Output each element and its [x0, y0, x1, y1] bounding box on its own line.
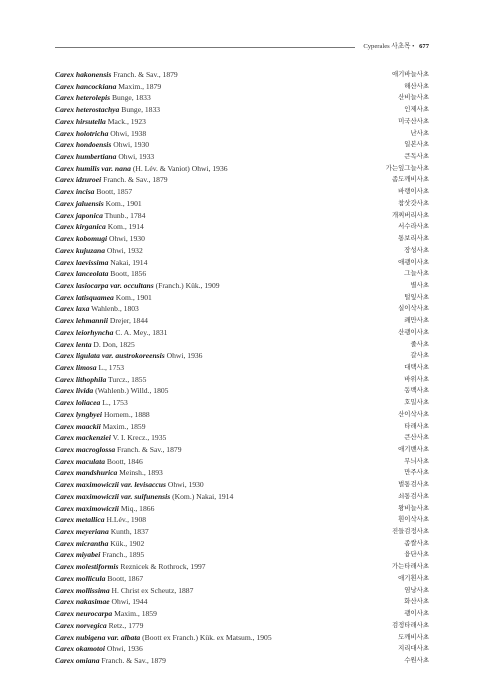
species-author: Kom., 1914	[107, 222, 144, 232]
species-author: L., 1753	[98, 362, 124, 372]
species-binomial: Carex macroglossa	[55, 445, 116, 454]
scientific-name	[55, 467, 163, 479]
scientific-name	[55, 479, 204, 491]
species-row	[55, 268, 429, 280]
species-author: Ohwi, 1930	[167, 480, 204, 490]
species-author: Boott, 1857	[96, 187, 133, 197]
scientific-name	[55, 385, 168, 397]
species-row	[55, 81, 429, 93]
species-row	[55, 292, 429, 304]
scientific-name	[55, 561, 206, 573]
species-author: Turcz., 1855	[108, 374, 147, 384]
species-binomial: Carex loliacea	[55, 398, 101, 408]
korean-name: 큰산사초	[404, 433, 429, 442]
species-author: (Wahlenb.) Willd., 1805	[95, 386, 169, 396]
species-binomial: Carex lehmannii	[55, 316, 108, 326]
scientific-name	[55, 409, 150, 421]
korean-name: 장성사초	[404, 245, 429, 254]
species-row	[55, 479, 429, 491]
species-author: Kom., 1901	[105, 198, 142, 208]
scientific-name	[55, 221, 144, 233]
korean-name: 애기바늘사초	[391, 70, 429, 78]
species-author: Kom., 1901	[115, 292, 152, 302]
korean-name: 쇠통검사초	[398, 491, 429, 500]
header-section: Cyperales 사초목	[363, 43, 411, 50]
species-author: Thunb., 1784	[104, 210, 146, 220]
species-binomial: Carex mollicula	[55, 573, 106, 583]
korean-name: 바위사초	[404, 374, 429, 383]
scientific-name	[55, 327, 167, 339]
species-author: Ohwi, 1938	[110, 128, 147, 138]
korean-name: 해산사초	[404, 81, 429, 90]
species-binomial: Carex idzuroei	[55, 175, 102, 185]
scientific-name	[55, 116, 146, 128]
scientific-name	[55, 198, 142, 210]
scientific-name	[55, 315, 148, 327]
scientific-name	[55, 526, 149, 538]
species-row	[55, 362, 429, 374]
species-author: Boott, 1846	[106, 456, 143, 466]
page-number: 677	[419, 43, 429, 50]
header-bullet: •	[412, 43, 415, 50]
scientific-name	[55, 69, 178, 81]
species-binomial: Carex holotricha	[55, 128, 109, 138]
species-row	[55, 280, 429, 292]
scientific-name	[55, 151, 154, 163]
species-row	[55, 432, 429, 444]
species-author: Nakai, 1914	[110, 257, 148, 267]
species-author: (Franch.) Kük., 1909	[155, 280, 220, 290]
scientific-name	[55, 503, 154, 515]
species-author: Maxim., 1859	[102, 421, 146, 431]
species-author: Hornem., 1888	[103, 409, 150, 419]
scientific-name	[55, 608, 157, 620]
korean-name: 쾌만사초	[404, 316, 429, 325]
species-author: H.Lév., 1908	[106, 515, 147, 525]
species-author: Ohwi, 1944	[111, 597, 148, 607]
scientific-name	[55, 257, 147, 269]
korean-name: 별사초	[410, 280, 429, 289]
korean-name: 가는타래사초	[391, 562, 429, 571]
scientific-name	[55, 128, 146, 140]
scientific-name	[55, 303, 139, 315]
korean-name: 타래사초	[404, 421, 429, 430]
scientific-name	[55, 139, 149, 151]
korean-name: 참삿갓사초	[398, 198, 429, 207]
species-author: (Kom.) Nakai, 1914	[172, 491, 234, 501]
species-binomial: Carex lyngbyei	[55, 409, 103, 419]
species-binomial: Carex ligulata var. austrokoreensis	[55, 351, 165, 361]
species-author: Bunge, 1833	[111, 93, 151, 103]
running-header	[55, 40, 429, 54]
species-author: Boott, 1856	[110, 269, 147, 279]
species-author: Wahlenb., 1803	[91, 304, 139, 314]
species-author: C. A. Mey., 1831	[115, 327, 168, 337]
species-author: (Boott ex Franch.) Kük. ex Matsum., 1905	[142, 632, 272, 642]
species-row	[55, 221, 429, 233]
scientific-name	[55, 104, 160, 116]
korean-name: 산괭이사초	[398, 327, 429, 336]
species-author: Kunth, 1837	[110, 527, 149, 537]
species-binomial: Carex laxa	[55, 304, 90, 314]
korean-name: 왕비늘사초	[398, 503, 429, 512]
species-row	[55, 163, 429, 175]
species-author: Ohwi, 1936	[166, 351, 203, 361]
species-row	[55, 585, 429, 597]
species-author: Franch. & Sav., 1879	[113, 70, 178, 79]
species-binomial: Carex japonica	[55, 210, 103, 220]
korean-name: 애괭이사초	[398, 257, 429, 266]
korean-name: 가는잎그늘사초	[385, 163, 429, 172]
species-author: H. Christ ex Scheutz, 1887	[111, 585, 194, 595]
species-row	[55, 385, 429, 397]
scientific-name	[55, 350, 202, 362]
species-author: Bunge, 1833	[121, 105, 161, 115]
korean-name: 난사초	[410, 128, 429, 137]
species-binomial: Carex incisa	[55, 187, 95, 197]
species-row	[55, 596, 429, 608]
korean-name: 벌통검사초	[398, 480, 429, 489]
species-author: Maxim., 1859	[114, 609, 157, 619]
species-binomial: Carex omiana	[55, 655, 100, 665]
scientific-name	[55, 92, 151, 104]
species-binomial: Carex molestiformis	[55, 562, 119, 572]
species-list	[55, 69, 429, 667]
korean-name: 미국산사초	[398, 116, 429, 125]
scientific-name	[55, 362, 124, 374]
species-row	[55, 198, 429, 210]
species-author: V. I. Krecz., 1935	[112, 433, 167, 443]
scientific-name	[55, 186, 132, 198]
species-row	[55, 374, 429, 386]
species-row	[55, 409, 429, 421]
korean-name: 진들검정사초	[391, 527, 429, 536]
species-row	[55, 339, 429, 351]
species-row	[55, 174, 429, 186]
species-author: Miq., 1866	[120, 503, 155, 513]
species-author: Ohwi, 1930	[109, 234, 145, 244]
scientific-name	[55, 421, 146, 433]
korean-name: 수원사초	[404, 655, 429, 664]
species-binomial: Carex lasiocarpa var. occultans	[55, 280, 154, 290]
species-author: Boott, 1867	[107, 573, 144, 583]
scientific-name	[55, 549, 144, 561]
species-row	[55, 491, 429, 503]
species-author: L., 1753	[102, 398, 128, 408]
species-binomial: Carex metallica	[55, 515, 105, 525]
species-row	[55, 139, 429, 151]
korean-name: 융단사초	[404, 550, 429, 559]
korean-name: 동백사초	[404, 386, 429, 395]
scientific-name	[55, 397, 128, 409]
species-row	[55, 257, 429, 269]
species-binomial: Carex maculata	[55, 456, 105, 466]
species-row	[55, 315, 429, 327]
scientific-name	[55, 233, 145, 245]
species-row	[55, 327, 429, 339]
species-binomial: Carex mandshurica	[55, 468, 118, 478]
species-row	[55, 620, 429, 632]
species-binomial: Carex hondoensis	[55, 140, 112, 150]
species-row	[55, 503, 429, 515]
species-author: (H. Lév. & Vaniot) Ohwi, 1936	[132, 163, 228, 173]
scientific-name	[55, 632, 272, 644]
species-author: Reznicek & Rothrock, 1997	[120, 562, 206, 572]
species-binomial: Carex maximowiczii var. suifunensis	[55, 491, 171, 501]
species-binomial: Carex laevissima	[55, 257, 109, 267]
species-row	[55, 92, 429, 104]
korean-name: 지리대사초	[398, 644, 429, 653]
species-author: Franch. & Sav., 1879	[101, 655, 166, 665]
scientific-name	[55, 585, 193, 597]
korean-name: 화산사초	[404, 597, 429, 606]
species-row	[55, 210, 429, 222]
scientific-name	[55, 292, 152, 304]
korean-name: 갈사초	[410, 351, 429, 360]
species-binomial: Carex hancockiana	[55, 81, 117, 91]
species-binomial: Carex kirganica	[55, 222, 106, 232]
species-author: Ohwi, 1930	[113, 140, 150, 150]
species-row	[55, 303, 429, 315]
scientific-name	[55, 596, 147, 608]
species-author: Mack., 1923	[107, 116, 146, 126]
scientific-name	[55, 432, 166, 444]
header-rule	[55, 47, 355, 48]
scientific-name	[55, 268, 146, 280]
korean-name: 검정타래사초	[391, 620, 429, 629]
species-author: Franch. & Sav., 1879	[117, 445, 182, 454]
species-author: D. Don, 1825	[93, 339, 135, 349]
species-binomial: Carex hakonensis	[55, 70, 112, 79]
species-author: Franch. & Sav., 1879	[103, 175, 168, 185]
species-row	[55, 643, 429, 655]
scientific-name	[55, 491, 233, 503]
species-author: Maxim., 1879	[118, 81, 162, 91]
species-row	[55, 632, 429, 644]
species-row	[55, 128, 429, 140]
species-row	[55, 444, 429, 456]
species-binomial: Carex heterolepis	[55, 93, 111, 103]
korean-name: 바랭이사초	[398, 187, 429, 196]
species-row	[55, 397, 429, 409]
header-text	[363, 40, 429, 54]
scientific-name	[55, 245, 143, 257]
scientific-name	[55, 620, 143, 632]
species-binomial: Carex hirsutella	[55, 116, 106, 126]
species-binomial: Carex humilis var. nana	[55, 163, 131, 173]
species-binomial: Carex leiorhyncha	[55, 327, 114, 337]
korean-name: 좀도깨비사초	[391, 175, 429, 184]
species-author: Ohwi, 1932	[106, 245, 143, 255]
korean-name: 서수라사초	[398, 222, 429, 231]
scientific-name	[55, 339, 135, 351]
korean-name: 털잎사초	[404, 292, 429, 301]
korean-name: 호밀사초	[404, 398, 429, 407]
species-binomial: Carex humbertiana	[55, 152, 117, 162]
species-binomial: Carex kujuzana	[55, 245, 106, 255]
scientific-name	[55, 163, 228, 175]
species-binomial: Carex lanceolata	[55, 269, 109, 279]
korean-name: 개찌버리사초	[391, 210, 429, 219]
species-row	[55, 655, 429, 667]
species-row	[55, 350, 429, 362]
species-row	[55, 538, 429, 550]
korean-name: 흰이삭사초	[398, 515, 429, 524]
species-row	[55, 116, 429, 128]
species-row	[55, 233, 429, 245]
korean-name: 일본사초	[404, 140, 429, 149]
species-author: Drejer, 1844	[109, 316, 148, 326]
species-row	[55, 151, 429, 163]
korean-name: 무늬사초	[404, 456, 429, 465]
korean-name: 애기밴사초	[398, 445, 429, 453]
species-binomial: Carex latisquamea	[55, 292, 114, 302]
scientific-name	[55, 643, 143, 655]
scientific-name	[55, 514, 146, 526]
species-author: Ohwi, 1936	[106, 644, 143, 654]
scientific-name	[55, 210, 145, 222]
species-binomial: Carex nubigena var. albata	[55, 632, 141, 642]
scientific-name	[55, 456, 143, 468]
scientific-name	[55, 538, 144, 550]
species-row	[55, 186, 429, 198]
species-binomial: Carex meyeriana	[55, 527, 109, 537]
species-row	[55, 104, 429, 116]
korean-name: 도깨비사초	[398, 632, 429, 641]
species-binomial: Carex heterostachya	[55, 105, 120, 115]
species-author: Retz., 1779	[108, 620, 144, 630]
species-binomial: Carex nakasimae	[55, 597, 110, 607]
species-row	[55, 421, 429, 433]
species-author: Franch., 1895	[102, 550, 145, 560]
scientific-name	[55, 573, 143, 585]
korean-name: 줄사초	[410, 339, 429, 348]
species-binomial: Carex kobomugi	[55, 234, 108, 244]
species-author: Ohwi, 1933	[118, 152, 155, 162]
scientific-name	[55, 655, 166, 667]
scientific-name	[55, 374, 146, 386]
korean-name: 산이삭사초	[398, 409, 429, 418]
species-binomial: Carex limosa	[55, 362, 97, 372]
species-row	[55, 456, 429, 468]
species-binomial: Carex miyabei	[55, 550, 101, 560]
korean-name: 괭이사초	[404, 609, 429, 618]
species-row	[55, 69, 429, 81]
species-binomial: Carex maximowiczii var. levisaccus	[55, 480, 166, 490]
species-row	[55, 549, 429, 561]
species-row	[55, 608, 429, 620]
species-author: Kük., 1902	[110, 538, 145, 548]
korean-name: 그늘사초	[404, 269, 429, 278]
korean-name: 대택사초	[404, 362, 429, 371]
korean-name: 좀쌀사초	[404, 538, 429, 547]
species-row	[55, 526, 429, 538]
species-binomial: Carex lithophila	[55, 374, 107, 384]
korean-name: 애기흰사초	[398, 573, 429, 582]
scientific-name	[55, 280, 220, 292]
korean-name: 인제사초	[404, 105, 429, 114]
species-row	[55, 573, 429, 585]
korean-name: 실이삭사초	[398, 304, 429, 313]
species-row	[55, 245, 429, 257]
species-binomial: Carex livida	[55, 386, 94, 396]
scientific-name	[55, 81, 161, 93]
species-binomial: Carex lenta	[55, 339, 92, 349]
species-binomial: Carex norvegica	[55, 620, 107, 630]
species-binomial: Carex maximowiczii	[55, 503, 119, 513]
species-binomial: Carex neurocarpa	[55, 609, 113, 619]
species-binomial: Carex micrantha	[55, 538, 109, 548]
species-row	[55, 561, 429, 573]
korean-name: 산비늘사초	[398, 93, 429, 102]
species-row	[55, 467, 429, 479]
species-binomial: Carex jaluensis	[55, 198, 104, 208]
species-binomial: Carex mackenziei	[55, 433, 111, 443]
species-binomial: Carex okamotoi	[55, 644, 105, 654]
species-row	[55, 514, 429, 526]
korean-name: 염낭사초	[404, 585, 429, 594]
korean-name: 만주사초	[404, 468, 429, 477]
species-binomial: Carex mollissima	[55, 585, 110, 595]
scientific-name	[55, 174, 168, 186]
korean-name: 통보리사초	[398, 234, 429, 243]
scientific-name	[55, 444, 182, 456]
species-binomial: Carex maackii	[55, 421, 101, 431]
species-author: Meinsh., 1893	[119, 468, 163, 478]
korean-name: 큰독사초	[404, 152, 429, 161]
